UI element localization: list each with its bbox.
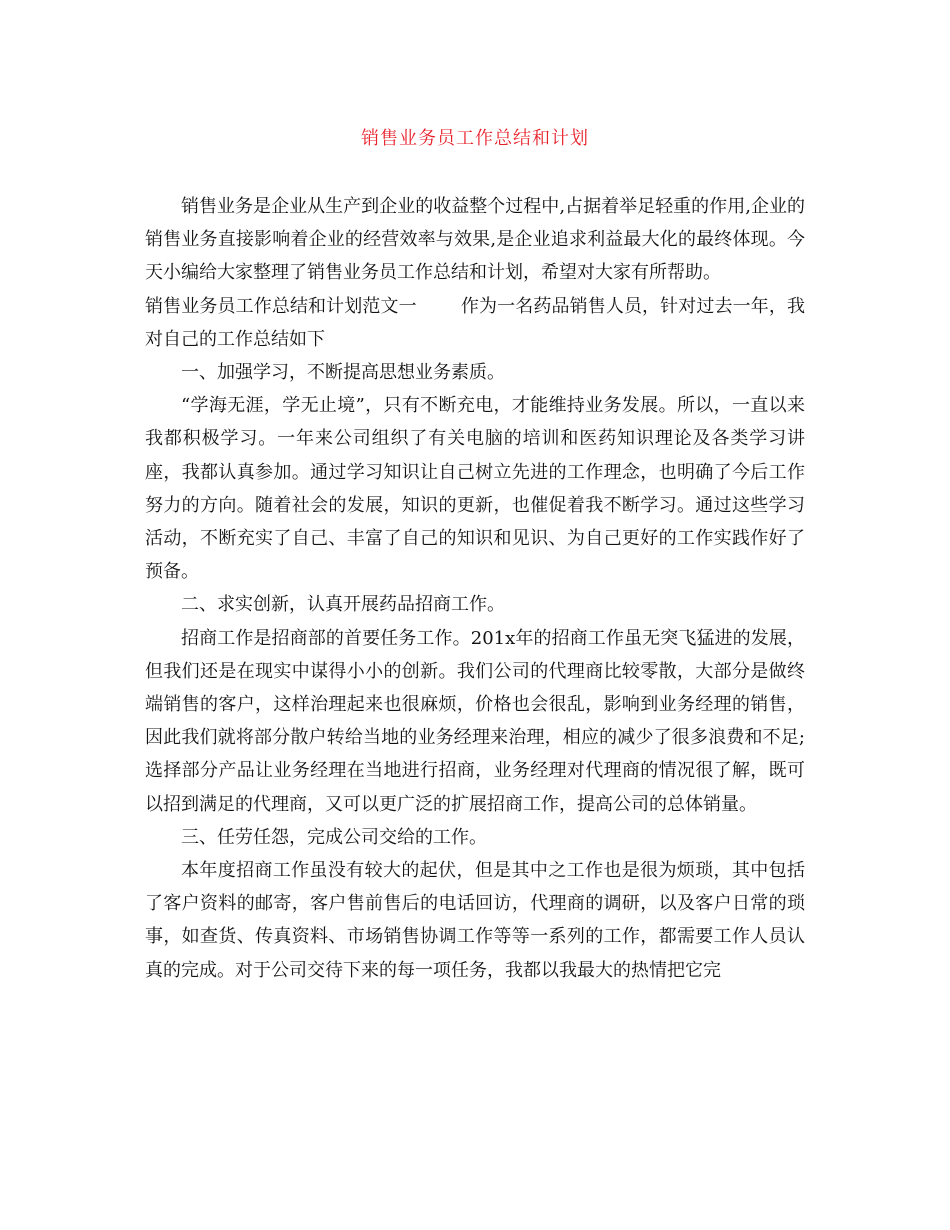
section-body-2: 招商工作是招商部的首要任务工作。201x年的招商工作虽无突飞猛进的发展，但我们还是在现实中谋得小小的创新。我们公司的代理商比较零散，大部分是做终端销售的客户，这样治理起来也很麻烦，价格也会很乱，影响到业务经理的销售，因此我们就将部分散户转给当地的业务经理来治理，相应的减少了很多浪费和不足;选择部分产品让业务经理在当地进行招商，业务经理对代理商的情况很了解，既可以招到满足的代理商，又可以更广泛的扩展招商工作，提高公司的总体销量。 bbox=[145, 627, 805, 815]
section-body-1: “学海无涯，学无止境”，只有不断充电，才能维持业务发展。所以，一直以来我都积极学习。一年来公司组织了有关电脑的培训和医药知识理论及各类学习讲座，我都认真参加。通过学习知识让自己树立先进的工作理念，也明确了今后工作努力的方向。随着社会的发展，知识的更新，也催促着我不断学习。通过这些学习活动，不断充实了自己、丰富了自己的知识和见识、为自己更好的工作实践作好了预备。 bbox=[145, 395, 805, 583]
sample-heading: 销售业务员工作总结和计划范文一 bbox=[145, 295, 417, 317]
sample-opening: 作为一名药品销售人员，针对过去一年，我对自己的工作总结如下 bbox=[145, 295, 805, 350]
sample-paragraph bbox=[145, 290, 805, 356]
section-heading-1: 一、加强学习，不断提高思想业务素质。 bbox=[181, 362, 505, 384]
section-heading-3: 三、任劳任怨，完成公司交给的工作。 bbox=[181, 826, 487, 848]
document-title: 销售业务员工作总结和计划 bbox=[361, 128, 589, 149]
section-heading-2: 二、求实创新，认真开展药品招商工作。 bbox=[181, 594, 505, 616]
document-body bbox=[145, 190, 805, 987]
section-body-3: 本年度招商工作虽没有较大的起伏，但是其中之工作也是很为烦琐，其中包括了客户资料的邮寄，客户售前售后的电话回访，代理商的调研，以及客户日常的琐事，如查货、传真资料、市场销售协调工作等等一系列的工作，都需要工作人员认真的完成。对于公司交待下来的每一项任务，我都以我最大的热情把它完 bbox=[145, 860, 805, 981]
intro-paragraph: 销售业务是企业从生产到企业的收益整个过程中,占据着举足轻重的作用,企业的销售业务直接影响着企业的经营效率与效果,是企业追求利益最大化的最终体现。今天小编给大家整理了销售业务员工作总结和计划，希望对大家有所帮助。 bbox=[145, 196, 805, 284]
